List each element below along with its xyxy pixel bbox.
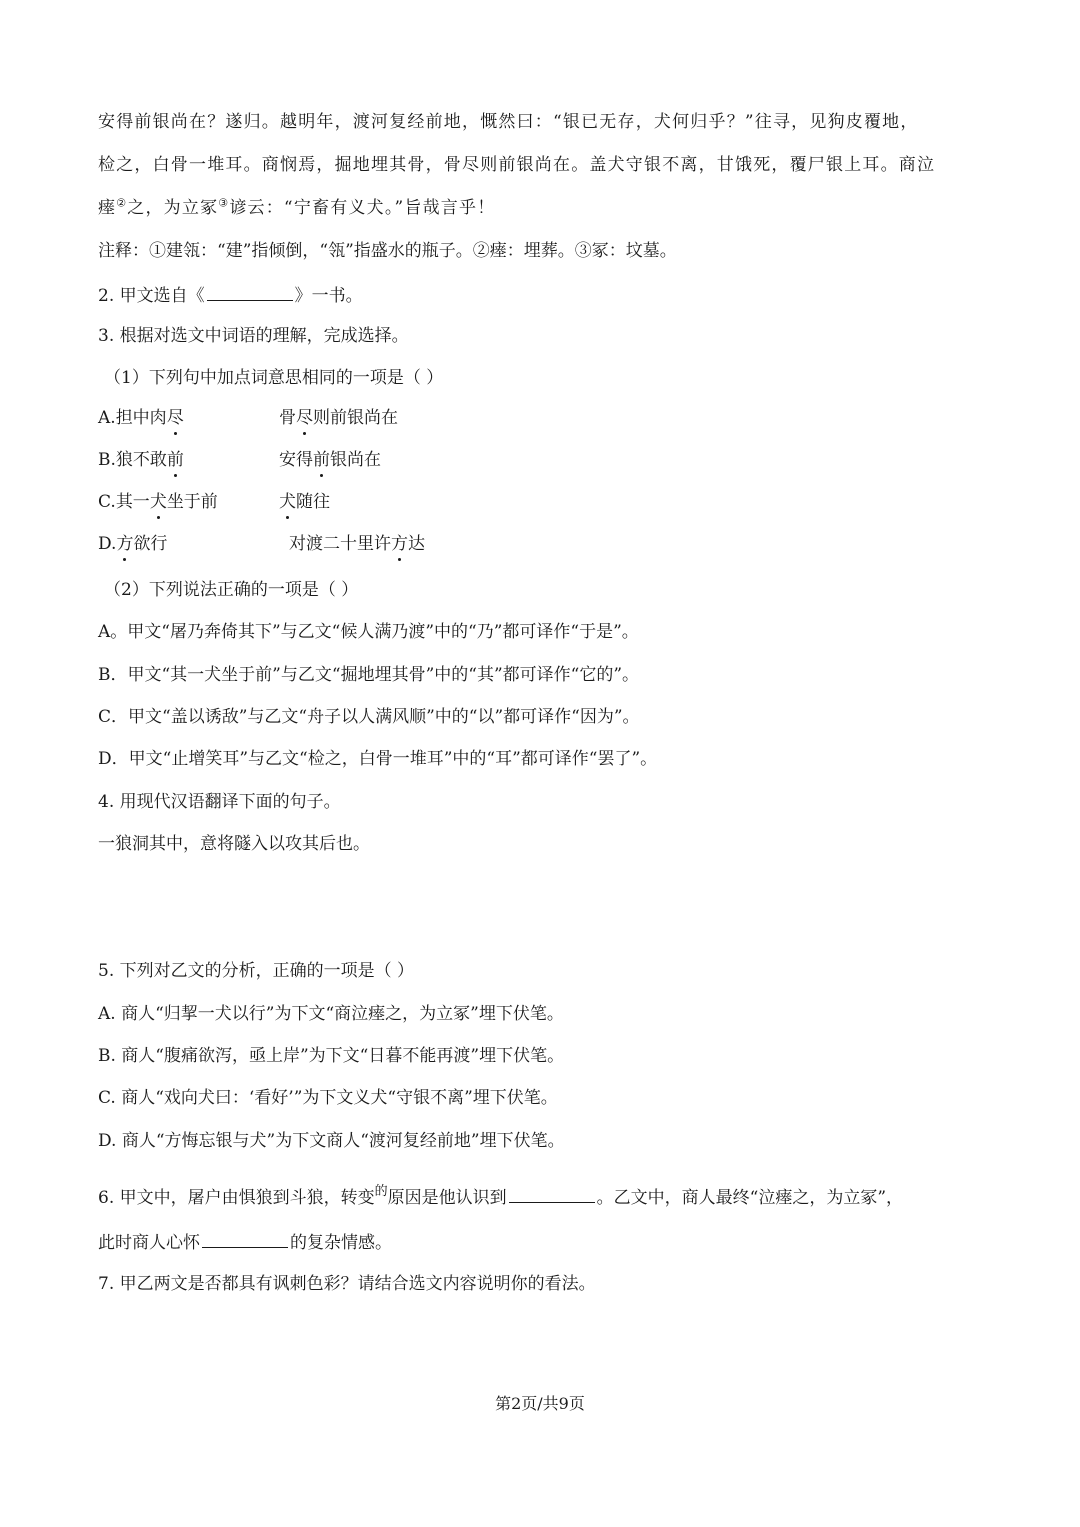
option-c: C. 商人“戏向犬曰：‘看好’”为下文义犬“守银不离”埋下伏笔。: [98, 1088, 558, 1108]
dotted-word: 犬: [279, 492, 296, 512]
question-2-after: 》一书。: [294, 286, 363, 306]
footnote-3-marker: ③: [218, 196, 230, 210]
dotted-word: 前: [313, 450, 330, 470]
option-d: D．甲文“止增笑耳”与乙文“检之，白骨一堆耳”中的“耳”都可译作“罢了”。: [98, 749, 658, 769]
question-6-line-2: [98, 1229, 392, 1255]
option-row: [98, 490, 218, 514]
option-text: 骨: [279, 408, 296, 428]
question-4-stem: 4. 用现代汉语翻译下面的句子。: [98, 792, 341, 812]
question-2: [98, 282, 363, 308]
option-text: 对渡二十里许: [289, 534, 391, 554]
option-row-compare: [279, 448, 381, 472]
option-label: C.: [98, 492, 116, 512]
dotted-word: 犬: [149, 492, 167, 512]
question-6-text: 此时商人心怀: [98, 1233, 200, 1253]
passage-line-1: 安得前银尚在？遂归。越明年，渡河复经前地，慨然曰：“银已无存，犬何归乎？”往寻，见狗皮覆地，: [98, 112, 919, 132]
notes: 注释：①建瓴：“建”指倾倒，“瓴”指盛水的瓶子。②瘗：埋葬。③冢：坟墓。: [98, 241, 677, 261]
option-text: 坐于前: [166, 492, 218, 512]
passage-line-3: [98, 196, 495, 220]
footnote-2-marker: ②: [116, 196, 128, 210]
question-6-text: 6. 甲文中，屠户由惧狼到斗狼，转变: [98, 1188, 375, 1208]
question-4-sentence: 一狼洞其中，意将隧入以攻其后也。: [98, 834, 370, 854]
option-b: B. 商人“腹痛欲泻，亟上岸”为下文“日暮不能再渡”埋下伏笔。: [98, 1046, 565, 1066]
page-number: 第2页/共9页: [495, 1394, 585, 1413]
option-text: 其一: [115, 492, 150, 512]
option-row-compare: [289, 532, 425, 556]
answer-blank[interactable]: [207, 282, 293, 301]
option-row: [98, 532, 167, 556]
dotted-word: 尽: [166, 408, 184, 428]
option-text: 达: [408, 534, 425, 554]
option-row-compare: [279, 406, 398, 430]
option-text: 则前银尚在: [313, 408, 398, 428]
question-6-text: 。乙文中，商人最终“泣瘗之，为立冢”，: [596, 1188, 904, 1208]
question-6-line-1: [98, 1184, 903, 1212]
dotted-word: 前: [166, 450, 184, 470]
option-label: D.: [98, 534, 117, 554]
option-text: 担中肉: [115, 408, 167, 428]
option-text: 安得: [279, 450, 313, 470]
answer-blank[interactable]: [509, 1184, 595, 1203]
question-6-text: 的复杂情感。: [290, 1233, 392, 1253]
passage-line-2: 检之，白骨一堆耳。商悯焉，掘地埋其骨，骨尽则前银尚在。盖犬守银不离，甘饿死，覆尸银上耳。商泣: [98, 155, 936, 175]
dotted-word: 方: [116, 534, 134, 554]
question-6-text: 原因是他认识到: [387, 1188, 507, 1208]
option-text: 银尚在: [330, 450, 381, 470]
question-3-stem: 3. 根据对选文中词语的理解，完成选择。: [98, 326, 409, 346]
passage-line-3-a: 瘗: [98, 198, 117, 218]
passage-line-3-b: 之，为立冢: [127, 198, 219, 218]
option-text: 狼不敢: [115, 450, 167, 470]
option-a: A。甲文“屠乃奔倚其下”与乙文“候人满乃渡”中的“乃”都可译作“于是”。: [98, 622, 639, 642]
passage-line-3-c: 谚云：“宁畜有义犬。”旨哉言乎！: [229, 198, 496, 218]
question-3-sub1: （1）下列句中加点词意思相同的一项是（ ）: [104, 368, 444, 388]
option-label: A.: [98, 408, 116, 428]
question-3-sub2: （2）下列说法正确的一项是（ ）: [104, 580, 359, 600]
option-row-compare: [279, 490, 330, 514]
option-b: B．甲文“其一犬坐于前”与乙文“掘地埋其骨”中的“其”都可译作“它的”。: [98, 665, 640, 685]
question-7-stem: 7. 甲乙两文是否都具有讽刺色彩？请结合选文内容说明你的看法。: [98, 1274, 596, 1294]
option-row: [98, 406, 184, 430]
answer-blank[interactable]: [202, 1229, 288, 1248]
option-text: 欲行: [133, 534, 168, 554]
question-2-before: 2. 甲文选自《: [98, 286, 205, 306]
dotted-word: 尽: [296, 408, 313, 428]
option-a: A. 商人“归挈一犬以行”为下文“商泣瘗之，为立冢”埋下伏笔。: [98, 1004, 564, 1024]
option-text: 随往: [296, 492, 330, 512]
dotted-word: 方: [391, 534, 408, 554]
question-6-raised-char: 的: [374, 1184, 388, 1199]
option-row: [98, 448, 184, 472]
option-c: C．甲文“盖以诱敌”与乙文“舟子以人满风顺”中的“以”都可译作“因为”。: [98, 707, 640, 727]
option-label: B.: [98, 450, 116, 470]
question-5-stem: 5. 下列对乙文的分析，正确的一项是（ ）: [98, 961, 415, 981]
option-d: D. 商人“方悔忘银与犬”为下文商人“渡河复经前地”埋下伏笔。: [98, 1131, 565, 1151]
